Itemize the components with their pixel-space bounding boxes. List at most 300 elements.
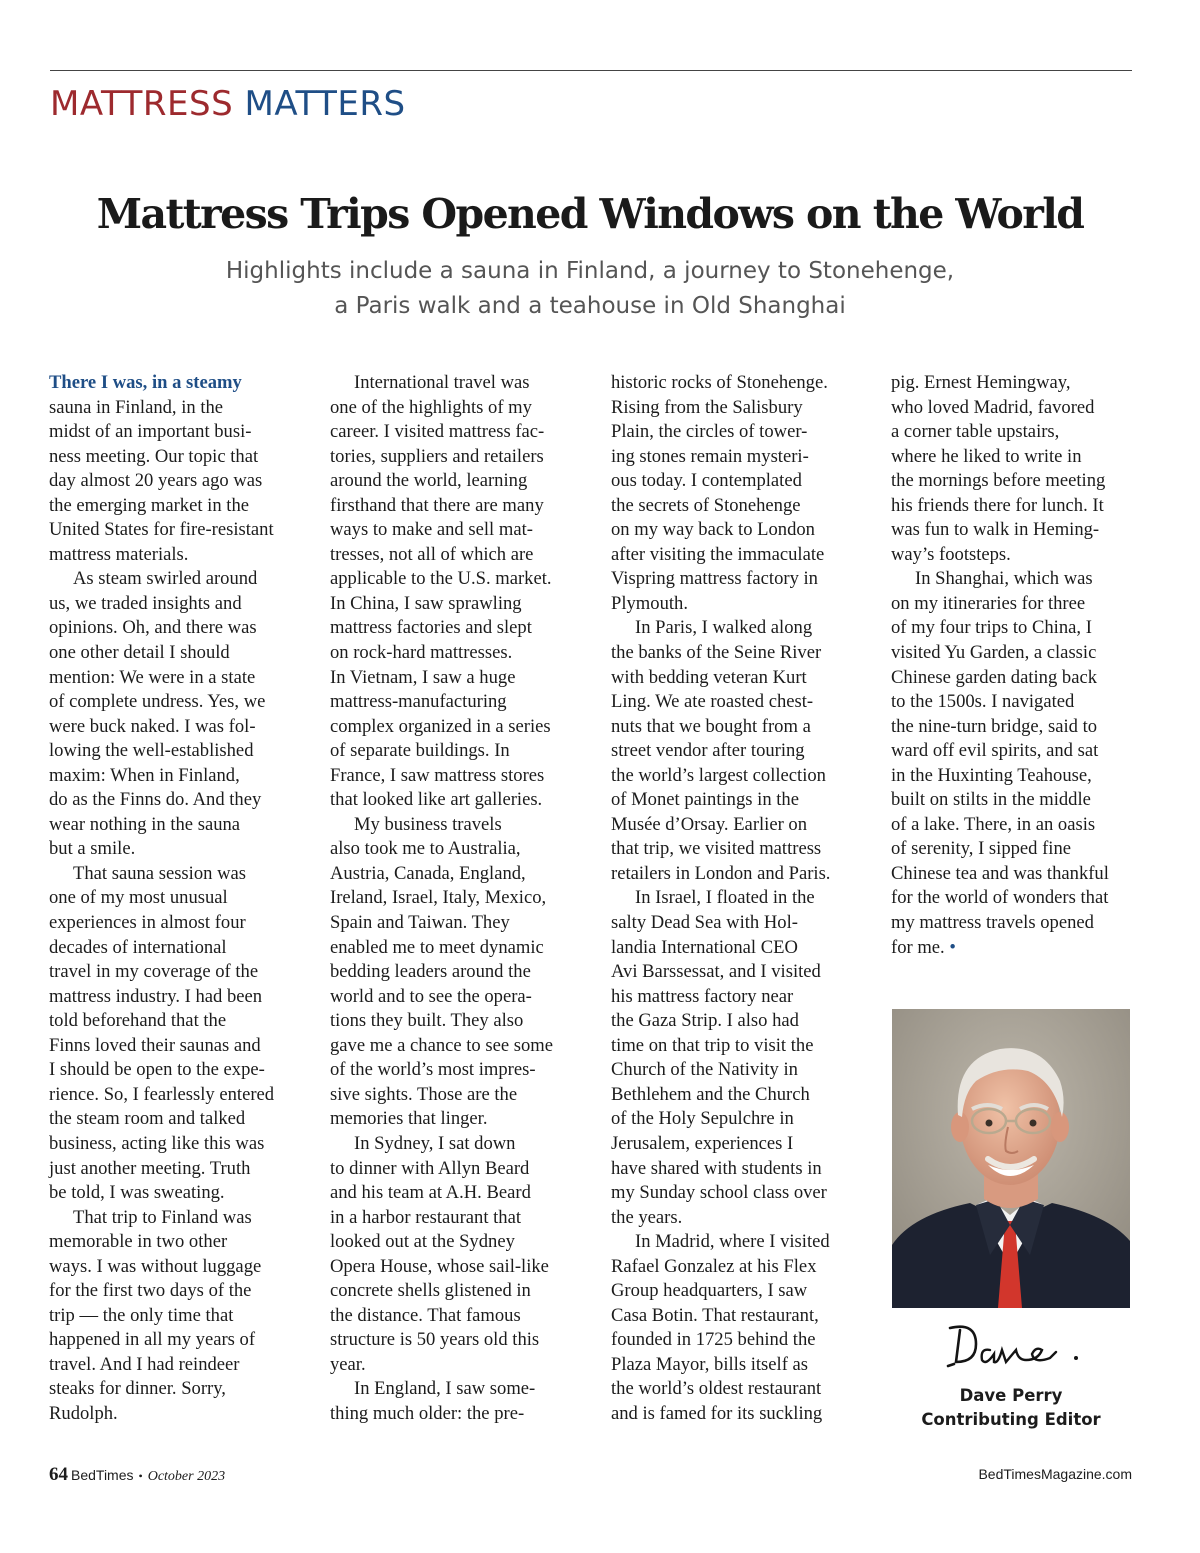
article-line-text: Ling. We ate roasted chest- [611, 691, 814, 713]
article-line-text: mattress industry. I had been [49, 985, 263, 1007]
article-line-text: enabled me to meet dynamic [330, 936, 544, 958]
article-line-text: gave me a chance to see some [330, 1034, 554, 1056]
article-line-text: Plaza Mayor, bills itself as [611, 1353, 809, 1375]
article-line [611, 616, 866, 641]
article-line [891, 469, 1146, 494]
page-number: 64 [49, 1464, 68, 1485]
article-line-text: sauna in Finland, in the [49, 396, 224, 418]
article-line [891, 862, 1146, 887]
article-line-text: of my four trips to China, I [891, 617, 1092, 639]
article-line [49, 445, 304, 470]
article-line-text: Opera House, whose sail-like [330, 1255, 549, 1277]
article-line-text: experiences in almost four [49, 912, 246, 934]
end-mark: • [949, 936, 956, 958]
folio-separator: • [138, 1469, 143, 1483]
article-line-text: the nine-turn bridge, said to [891, 715, 1098, 737]
article-line [330, 641, 585, 666]
article-line-text: business, acting like this was [49, 1132, 265, 1154]
article-line [611, 1034, 866, 1059]
article-line-text: mattress-manufacturing [330, 691, 507, 713]
article-line-text: nuts that we bought from a [611, 715, 811, 737]
article-line [330, 1009, 585, 1034]
article-line-text: world and to see the opera- [330, 985, 532, 1007]
article-line-text: one of my most unusual [49, 887, 228, 909]
article-line-text: that looked like art galleries. [330, 789, 543, 811]
article-line [611, 1181, 866, 1206]
article-line [49, 1328, 304, 1353]
article-line [611, 1058, 866, 1083]
article-line-text: ways. I was without luggage [49, 1255, 262, 1277]
article-line [49, 1304, 304, 1329]
article-line [330, 764, 585, 789]
article-line [611, 813, 866, 838]
article-line-text: applicable to the U.S. market. [330, 568, 552, 590]
article-line-text: the distance. That famous [330, 1304, 521, 1326]
article-line-text: the banks of the Seine River [611, 642, 822, 664]
article-line-text: with bedding veteran Kurt [611, 666, 807, 688]
article-line-text: pig. Ernest Hemingway, [891, 372, 1071, 393]
article-line [611, 1402, 866, 1427]
article-line-text: salty Dead Sea with Hol- [611, 912, 798, 934]
article-line-text: do as the Finns do. And they [49, 789, 262, 811]
author-signature [946, 1320, 1086, 1376]
article-line-text: In Madrid, where I visited [635, 1231, 830, 1253]
article-line [891, 936, 1146, 961]
article-line-text: France, I saw mattress stores [330, 764, 545, 786]
article-line-text: for the first two days of the [49, 1280, 252, 1302]
article-line [330, 1107, 585, 1132]
article-line-text: tions they built. They also [330, 1010, 524, 1032]
article-line-text: Jerusalem, experiences I [611, 1132, 794, 1154]
article-line-text: That trip to Finland was [73, 1206, 252, 1228]
article-line-text: visited Yu Garden, a classic [891, 642, 1097, 664]
article-line [891, 837, 1146, 862]
article-line [891, 543, 1146, 568]
article-line [330, 371, 585, 396]
article-line [611, 641, 866, 666]
article-line [49, 960, 304, 985]
article-line-text: around the world, learning [330, 470, 528, 492]
author-title: Contributing Editor [921, 1410, 1101, 1429]
article-line [611, 690, 866, 715]
article-line [49, 985, 304, 1010]
article-line [49, 666, 304, 691]
article-line-text: wear nothing in the sauna [49, 813, 241, 835]
article-line [611, 1328, 866, 1353]
article-line [611, 371, 866, 396]
article-line-text: Plain, the circles of tower- [611, 421, 808, 443]
article-line [891, 567, 1146, 592]
article-line [611, 469, 866, 494]
article-line [330, 739, 585, 764]
article-line-text: the steam room and talked [49, 1108, 246, 1130]
article-line-text: one other detail I should [49, 642, 230, 664]
article-line [891, 371, 1146, 396]
article-line-text: maxim: When in Finland, [49, 764, 240, 786]
article-line [891, 666, 1146, 691]
article-line [49, 592, 304, 617]
article-line-text: thing much older: the pre- [330, 1402, 525, 1424]
article-line-text: on my itineraries for three [891, 592, 1086, 614]
article-line [49, 862, 304, 887]
article-line [611, 837, 866, 862]
article-line [611, 567, 866, 592]
article-line [611, 1157, 866, 1182]
article-line [49, 1377, 304, 1402]
article-line [611, 1083, 866, 1108]
article-line [611, 715, 866, 740]
article-line [49, 396, 304, 421]
article-line [330, 1255, 585, 1280]
article-line-text: in a harbor restaurant that [330, 1206, 522, 1228]
article-line-text: of separate buildings. In [330, 740, 510, 762]
article-line-text: was fun to walk in Heming- [891, 519, 1100, 541]
article-line-text: tresses, not all of which are [330, 543, 534, 565]
article-line [891, 911, 1146, 936]
article-line [330, 1402, 585, 1427]
article-line-text: sive sights. Those are the [330, 1083, 518, 1105]
article-line [330, 543, 585, 568]
article-line [611, 911, 866, 936]
article-line-text: steaks for dinner. Sorry, [49, 1378, 226, 1400]
article-line [330, 1132, 585, 1157]
article-line-text: on my way back to London [611, 519, 815, 541]
article-line [49, 567, 304, 592]
article-line-text: have shared with students in [611, 1157, 822, 1179]
article-line-text: landia International CEO [611, 936, 798, 958]
article-line-text: mattress factories and slept [330, 617, 532, 639]
article-line [49, 739, 304, 764]
article-line-text: ing stones remain mysteri- [611, 445, 809, 467]
article-line [891, 739, 1146, 764]
article-line-text: memories that linger. [330, 1108, 488, 1130]
author-portrait [892, 1009, 1130, 1308]
article-line-text: historic rocks of Stonehenge. [611, 372, 828, 393]
article-line [49, 1083, 304, 1108]
article-line [330, 1034, 585, 1059]
article-line [611, 420, 866, 445]
author-byline [892, 1384, 1130, 1432]
article-line [611, 1132, 866, 1157]
article-line-text: travel. And I had reindeer [49, 1353, 240, 1375]
article-line [49, 715, 304, 740]
article-line-text: In China, I saw sprawling [330, 592, 522, 614]
article-column-4 [891, 371, 1146, 960]
article-line-text: structure is 50 years old this [330, 1329, 540, 1351]
magazine-name: BedTimes [71, 1467, 134, 1483]
article-line [891, 445, 1146, 470]
article-subhead [60, 254, 1120, 324]
article-line [330, 690, 585, 715]
article-line-text: tories, suppliers and retailers [330, 445, 544, 467]
article-line [49, 1230, 304, 1255]
article-line [330, 911, 585, 936]
article-line-text: were buck naked. I was fol- [49, 715, 256, 737]
article-column-2 [330, 371, 585, 1427]
article-line [330, 1353, 585, 1378]
article-line [330, 813, 585, 838]
article-line [891, 396, 1146, 421]
article-line [49, 764, 304, 789]
article-line-text: the Gaza Strip. I also had [611, 1010, 799, 1032]
article-line-text: the world’s oldest restaurant [611, 1378, 822, 1400]
lead-in: There I was, in a steamy [49, 372, 242, 393]
article-line [611, 396, 866, 421]
article-line [891, 690, 1146, 715]
article-line [611, 764, 866, 789]
article-line-text: Finns loved their saunas and [49, 1034, 261, 1056]
article-line-text: of a lake. There, in an oasis [891, 813, 1096, 835]
article-line [330, 837, 585, 862]
article-line-text: of serenity, I sipped fine [891, 838, 1072, 860]
article-line-text: career. I visited mattress fac- [330, 421, 545, 443]
article-line-text: my mattress travels opened [891, 912, 1094, 934]
article-line-text: bedding leaders around the [330, 961, 531, 983]
article-line-text: who loved Madrid, favored [891, 396, 1095, 418]
article-line [611, 494, 866, 519]
article-line-text: My business travels [354, 813, 502, 835]
folio [49, 1464, 225, 1486]
article-line [330, 616, 585, 641]
article-line-text: lowing the well-established [49, 740, 254, 762]
article-line [611, 739, 866, 764]
article-line [891, 886, 1146, 911]
article-line-text: day almost 20 years ago was [49, 470, 263, 492]
article-line-text: trip — the only time that [49, 1304, 234, 1326]
article-line [330, 445, 585, 470]
article-line-text: International travel was [354, 372, 530, 393]
section-title-word-2: MATTERS [244, 84, 406, 124]
article-line [49, 813, 304, 838]
section-title [50, 84, 406, 124]
article-line-text: ways to make and sell mat- [330, 519, 533, 541]
article-line [330, 1157, 585, 1182]
article-line-text: Rising from the Salisbury [611, 396, 803, 418]
article-line-text: In Sydney, I sat down [354, 1132, 516, 1154]
author-name: Dave Perry [959, 1386, 1063, 1405]
article-line [891, 494, 1146, 519]
article-line-text: memorable in two other [49, 1231, 228, 1253]
article-line-text: for me. [891, 936, 945, 958]
article-line-text: United States for fire-resistant [49, 519, 274, 541]
article-line [330, 567, 585, 592]
article-line-text: That sauna session was [73, 862, 246, 884]
article-line [49, 690, 304, 715]
subhead-line: Highlights include a sauna in Finland, a journey to Stonehenge, [225, 258, 955, 284]
article-line-text: decades of international [49, 936, 227, 958]
article-line-text: Casa Botin. That restaurant, [611, 1304, 819, 1326]
article-line [330, 1304, 585, 1329]
article-line-text: mattress materials. [49, 543, 189, 565]
article-line-text: year. [330, 1353, 366, 1375]
article-line-text: Plymouth. [611, 592, 688, 614]
article-line [891, 641, 1146, 666]
article-line-text: the emerging market in the [49, 494, 249, 516]
article-line [611, 518, 866, 543]
article-line [611, 960, 866, 985]
article-line [611, 445, 866, 470]
article-line-text: in the Huxinting Teahouse, [891, 764, 1092, 786]
article-line-text: retailers in London and Paris. [611, 862, 831, 884]
article-line [49, 1353, 304, 1378]
article-line-text: of complete undress. Yes, we [49, 691, 266, 713]
article-line [330, 862, 585, 887]
article-line [49, 837, 304, 862]
article-line [330, 1279, 585, 1304]
article-line [611, 862, 866, 887]
article-line [891, 420, 1146, 445]
article-line [330, 1058, 585, 1083]
article-line-text: firsthand that there are many [330, 494, 544, 516]
article-line [611, 1279, 866, 1304]
article-line-text: time on that trip to visit the [611, 1034, 814, 1056]
article-line-text: opinions. Oh, and there was [49, 617, 257, 639]
article-line-text: rience. So, I fearlessly entered [49, 1083, 275, 1105]
article-line [49, 911, 304, 936]
article-line [330, 518, 585, 543]
article-line-text: Bethlehem and the Church [611, 1083, 810, 1105]
article-line-text: As steam swirled around [73, 568, 258, 590]
article-line [49, 788, 304, 813]
article-line [891, 813, 1146, 838]
article-line [611, 592, 866, 617]
article-line [611, 936, 866, 961]
article-line-text: the secrets of Stonehenge [611, 494, 801, 516]
article-headline: Mattress Trips Opened Windows on the World [96, 190, 1084, 238]
article-line-text: In Israel, I floated in the [635, 887, 815, 909]
article-line-text: founded in 1725 behind the [611, 1329, 816, 1351]
article-line-text: Chinese garden dating back [891, 666, 1098, 688]
article-line-text: street vendor after touring [611, 740, 805, 762]
article-line-text: Austria, Canada, England, [330, 862, 526, 884]
article-line-text: ness meeting. Our topic that [49, 445, 259, 467]
article-column-1 [49, 371, 304, 1427]
article-line [330, 715, 585, 740]
article-line-text: one of the highlights of my [330, 396, 532, 418]
article-line [611, 1255, 866, 1280]
article-line [330, 420, 585, 445]
article-line [330, 1083, 585, 1108]
article-line [330, 494, 585, 519]
article-column-3 [611, 371, 866, 1427]
article-line [330, 886, 585, 911]
article-line [891, 764, 1146, 789]
issue-date: October 2023 [147, 1469, 226, 1484]
article-line [891, 592, 1146, 617]
article-line [49, 1157, 304, 1182]
article-line [891, 518, 1146, 543]
article-line [330, 936, 585, 961]
article-line [611, 1206, 866, 1231]
article-line-text: In Vietnam, I saw a huge [330, 666, 516, 688]
article-line [611, 985, 866, 1010]
article-line [330, 788, 585, 813]
article-line-text: where he liked to write in [891, 445, 1082, 467]
article-line-text: way’s footsteps. [891, 543, 1011, 565]
article-line-text: of Monet paintings in the [611, 789, 799, 811]
article-line-text: ous today. I contemplated [611, 470, 802, 492]
article-line-text: the mornings before meeting [891, 470, 1106, 492]
article-line-text: after visiting the immaculate [611, 543, 825, 565]
article-line-text: travel in my coverage of the [49, 961, 259, 983]
article-line [49, 1279, 304, 1304]
article-line-text: to dinner with Allyn Beard [330, 1157, 530, 1179]
article-line [330, 469, 585, 494]
article-line [49, 420, 304, 445]
article-line-text: his friends there for lunch. It [891, 494, 1104, 516]
article-line-text: for the world of wonders that [891, 887, 1109, 909]
article-line-text: Rudolph. [49, 1402, 118, 1424]
article-line-text: In Shanghai, which was [915, 568, 1093, 590]
article-line-text: be told, I was sweating. [49, 1182, 225, 1204]
article-line-text: Rafael Gonzalez at his Flex [611, 1255, 817, 1277]
article-line [330, 666, 585, 691]
article-line [49, 1181, 304, 1206]
article-line-text: In England, I saw some- [354, 1378, 536, 1400]
article-line-text: my Sunday school class over [611, 1182, 827, 1204]
article-line-text: In Paris, I walked along [635, 617, 813, 639]
article-line-text: Ireland, Israel, Italy, Mexico, [330, 887, 547, 909]
article-line [49, 1034, 304, 1059]
article-line-text: that trip, we visited mattress [611, 838, 822, 860]
article-line [330, 592, 585, 617]
article-line-text: us, we traded insights and [49, 592, 242, 614]
article-line-text: mention: We were in a state [49, 666, 256, 688]
article-line-text: midst of an important busi- [49, 421, 252, 443]
article-line-text: his mattress factory near [611, 985, 794, 1007]
article-line-text: concrete shells glistened in [330, 1280, 531, 1302]
article-line [611, 1377, 866, 1402]
article-line [611, 1009, 866, 1034]
article-line [330, 1377, 585, 1402]
article-line [330, 985, 585, 1010]
article-line-text: happened in all my years of [49, 1329, 256, 1351]
article-line [49, 469, 304, 494]
article-line-text: built on stilts in the middle [891, 789, 1091, 811]
article-line [49, 886, 304, 911]
article-line-text: and his team at A.H. Beard [330, 1182, 531, 1204]
article-line-text: just another meeting. Truth [49, 1157, 251, 1179]
article-line [611, 543, 866, 568]
article-line [49, 543, 304, 568]
article-line-text: the years. [611, 1206, 683, 1228]
article-line [330, 1206, 585, 1231]
article-line-text: on rock-hard mattresses. [330, 642, 513, 664]
article-line-text: Musée d’Orsay. Earlier on [611, 813, 808, 835]
article-line [330, 1181, 585, 1206]
article-line [611, 788, 866, 813]
article-line [611, 666, 866, 691]
article-line [611, 886, 866, 911]
article-line [49, 641, 304, 666]
section-title-word-1: MATTRESS [50, 84, 234, 124]
article-line [891, 715, 1146, 740]
top-rule [50, 70, 1132, 71]
article-line-text: but a smile. [49, 838, 136, 860]
article-line [49, 1058, 304, 1083]
article-line-text: of the Holy Sepulchre in [611, 1108, 794, 1130]
article-line [611, 1353, 866, 1378]
article-line [49, 1255, 304, 1280]
article-line [49, 518, 304, 543]
article-line-text: Avi Barssessat, and I visited [611, 961, 821, 983]
article-line [891, 616, 1146, 641]
article-line [611, 1107, 866, 1132]
article-line [49, 616, 304, 641]
article-line [330, 960, 585, 985]
article-line-text: also took me to Australia, [330, 838, 521, 860]
website-url: BedTimesMagazine.com [978, 1466, 1132, 1482]
